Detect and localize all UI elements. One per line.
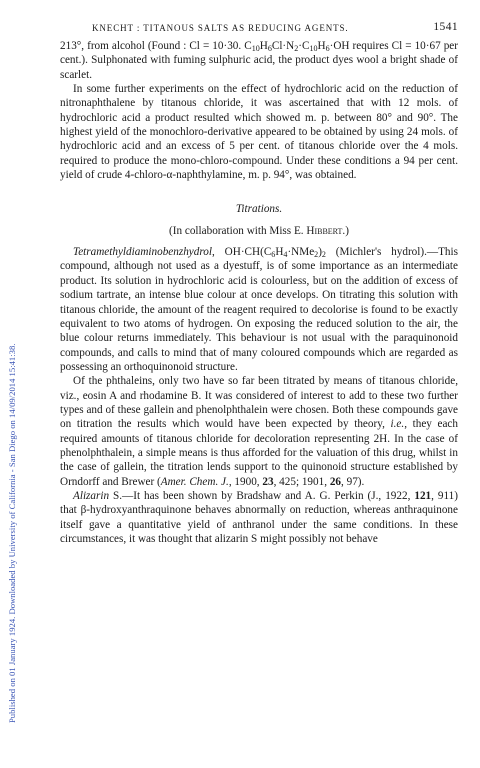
collaboration-note: (In collaboration with Miss E. Hibbert.): [169, 224, 349, 237]
collaborator-name: Hibbert: [306, 224, 343, 237]
compound-name-alizarin: Alizarin: [73, 489, 110, 502]
journal-citation: Amer. Chem. J.: [160, 475, 229, 488]
section-title-titrations: Titrations.: [235, 203, 283, 216]
paragraph-phthaleins: Of the phthaleins, only two have so far been titrated by means of titanous chloride, viz., eosin A and rhodamine B. It was considered of interest to add to these two further types and of these gallein and phenolphthalein were chosen. Both these compounds gave on titration the results which would have been expected by theory, i.e., they each required amounts of titanous chloride for decoloration representing 2H. In the case of phenolphthalein, a simple means is thus afforded for the valuation of this drug, whilst in the case of gallein, the titration lends support to the quinonoid structure established by Orndorff and Brewer (Amer. Chem. J., 1900, 23, 425; 1901, 26, 97).: [60, 375, 458, 488]
paragraph-michlers-hydrol: Tetramethyldiaminobenzhydrol, $OH\cdot CH(C_6H_4\cdot NMe_2)_2$ (Michler's hydrol).—This compound, although not used as a dyestuff, is of some importance as an intermediate product. Its solution in hydrochloric acid is colourless, but on the addition of excess of sodium tartrate, an intense blue colour at once develops. On titrating this solution with titanous chloride, the amount of the reagent required to decolorise is found to be exactly equivalent to two atoms of hydrogen. On exposing the reduced solution to the air, the blue colour returns immediately. This behaviour is not usual with the paraquinonoid compounds, and calls to mind that of many coloured compounds which are regarded as possessing an orthoquinonoid structure.: [60, 246, 458, 373]
paragraph-hydrochloric-experiments: In some further experiments on the effect of hydrochloric acid on the reduction of nitronaphthalene by titanous chloride, it was ascertained that with 12 mols. of hydrochloric acid a product resulted which showed m. p. between 80° and 90°. The highest yield of the monochloro-derivative appeared to be obtained by using 24 mols. of hydrochloric acid and an excess of 5 per cent. of titanous chloride over the 4 mols. required to produce the mono-chloro-compound. Under these conditions a 94 per cent. yield of crude 4-chloro-α-naphthylamine, m. p. 94°, was obtained.: [60, 83, 458, 182]
download-watermark: Published on 01 January 1924. Downloaded by University of California - San Diego on 14/09/2014 15:41:38.: [7, 343, 17, 723]
paragraph-analysis: 213°, from alcohol (Found : Cl = 10·30. $C_{10}H_6Cl\cdot N_2\cdot C_{10}H_6\cdot OH$ requires Cl = 10·67 per cent.). Sulphonated with fuming sulphuric acid, the product dyes wool a bright shade of scarlet.: [60, 40, 458, 81]
page-number: 1541: [433, 21, 458, 33]
running-title: KNECHT : TITANOUS SALTS AS REDUCING AGENTS.: [92, 23, 349, 33]
compound-name: Tetramethyldiaminobenzhydrol: [73, 246, 213, 259]
download-watermark-strip: [4, 30, 18, 730]
paragraph-alizarin-s: Alizarin S.—It has been shown by Bradshaw and A. G. Perkin (J., 1922, 121, 911) that β-hydroxyanthraquinone behaves abnormally on reduction, whereas anthraquinone itself gave a quantitative yield of anthranol under the same conditions. In these circumstances, it was thought that alizarin S might possibly not behave: [60, 489, 458, 545]
journal-page: [60, 20, 458, 546]
running-header: [60, 20, 458, 36]
